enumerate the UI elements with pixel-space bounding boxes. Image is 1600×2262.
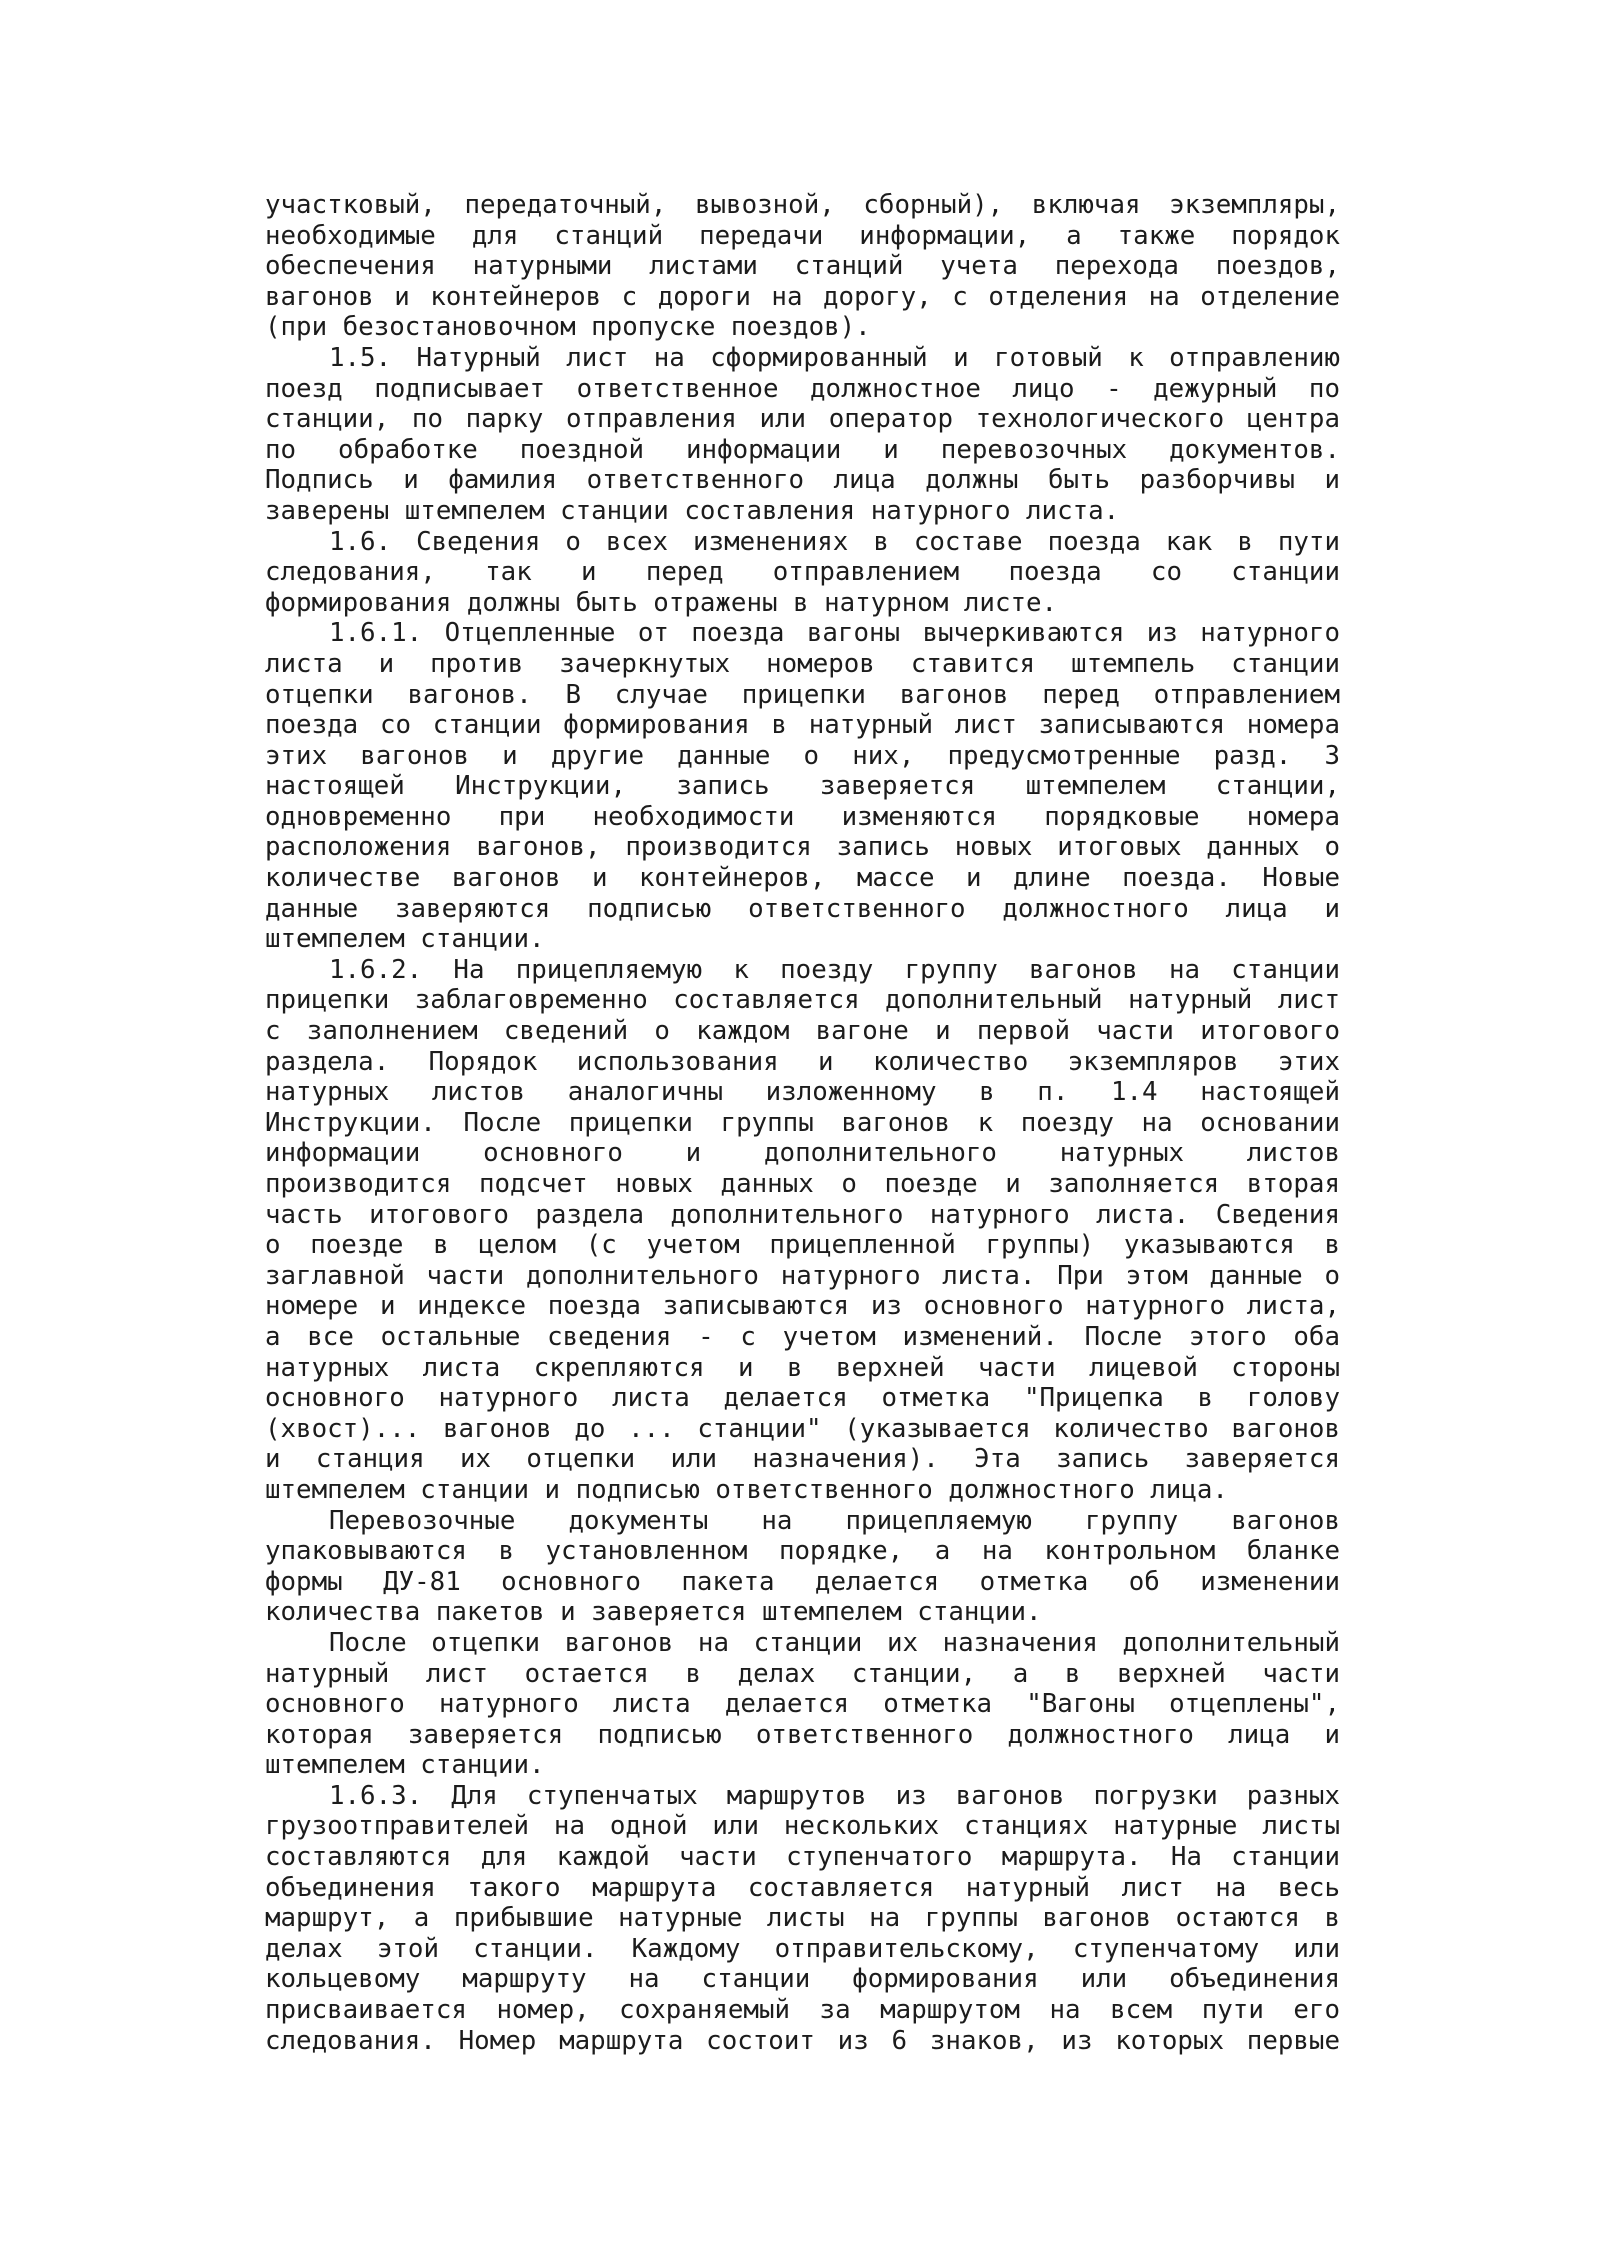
text-line: производится подсчет новых данных о поезде и заполняется вторая <box>265 1169 1340 1199</box>
text-line: о поезде в целом (с учетом прицепленной группы) указываются в <box>265 1230 1340 1261</box>
text-line: которая заверяется подписью ответственного должностного лица и <box>265 1719 1340 1750</box>
text-line: основного натурного листа делается отметка "Прицепка в голову <box>265 1383 1340 1414</box>
text-line: поезда со станции формирования в натурный лист записываются номера <box>265 710 1340 741</box>
text-line: штемпелем станции. <box>265 924 545 955</box>
text-line: настоящей Инструкции, запись заверяется штемпелем станции, <box>265 771 1340 802</box>
text-line: и станция их отцепки или назначения). Эта запись заверяется <box>265 1444 1340 1475</box>
text-line: листа и против зачеркнутых номеров ставится штемпель станции <box>265 648 1340 679</box>
text-line: следования. Номер маршрута состоит из 6 знаков, из которых первые <box>265 2025 1340 2056</box>
text-line: 1.6.1. Отцепленные от поезда вагоны вычеркиваются из натурного <box>329 618 1340 649</box>
paragraph-p-perevozochnye <box>265 1506 1340 1628</box>
text-line: одновременно при необходимости изменяются порядковые номера <box>265 801 1340 832</box>
paragraph-p-1-6-2 <box>265 955 1340 1506</box>
text-line: количества пакетов и заверяется штемпелем станции. <box>265 1597 1042 1628</box>
text-line: станции, по парку отправления или оператор технологического центра <box>265 404 1340 435</box>
text-line: грузоотправителей на одной или нескольких станциях натурные листы <box>265 1811 1340 1842</box>
text-line: вагонов и контейнеров с дороги на дорогу, с отделения на отделение <box>265 281 1340 312</box>
text-line: данные заверяются подписью ответственного должностного лица и <box>265 893 1340 924</box>
text-line: отцепки вагонов. В случае прицепки вагонов перед отправлением <box>265 679 1340 710</box>
text-line: номере и индексе поезда записываются из основного натурного листа, <box>265 1291 1340 1322</box>
text-line: штемпелем станции. <box>265 1750 545 1781</box>
text-line: этих вагонов и другие данные о них, предусмотренные разд. 3 <box>265 740 1340 771</box>
text-line: натурных листов аналогичны изложенному в п. 1.4 настоящей <box>265 1077 1340 1108</box>
text-line: (хвост)... вагонов до ... станции" (указывается количество вагонов <box>265 1413 1340 1444</box>
text-line: составляются для каждой части ступенчатого маршрута. На станции <box>265 1842 1340 1873</box>
text-line: формы ДУ-81 основного пакета делается отметка об изменении <box>265 1566 1340 1597</box>
text-line: количестве вагонов и контейнеров, массе и длине поезда. Новые <box>265 863 1340 894</box>
text-line: а все остальные сведения - с учетом изменений. После этого оба <box>265 1321 1340 1352</box>
text-line: 1.6.3. Для ступенчатых маршрутов из вагонов погрузки разных <box>329 1780 1340 1811</box>
text-line: кольцевому маршруту на станции формирования или объединения <box>265 1964 1340 1995</box>
text-line: присваивается номер, сохраняемый за маршрутом на всем пути его <box>265 1995 1340 2026</box>
text-line: (при безостановочном пропуске поездов). <box>265 312 871 343</box>
text-line: расположения вагонов, производится запись новых итоговых данных о <box>265 832 1340 863</box>
text-line: необходимые для станций передачи информации, а также порядок <box>265 220 1340 251</box>
paragraph-p-1-6 <box>265 527 1340 619</box>
text-line: информации основного и дополнительного натурных листов <box>265 1138 1340 1169</box>
text-line: Подпись и фамилия ответственного лица должны быть разборчивы и <box>265 465 1340 496</box>
text-line: Инструкции. После прицепки группы вагонов к поезду на основании <box>265 1107 1340 1138</box>
text-line: по обработке поездной информации и перевозочных документов. <box>265 434 1340 465</box>
text-line: заверены штемпелем станции составления натурного листа. <box>265 495 1120 526</box>
text-line: После отцепки вагонов на станции их назначения дополнительный <box>329 1627 1340 1658</box>
text-line: объединения такого маршрута составляется натурный лист на весь <box>265 1872 1340 1903</box>
paragraph-p-1-6-1 <box>265 618 1340 955</box>
text-line: делах этой станции. Каждому отправительскому, ступенчатому или <box>265 1933 1340 1964</box>
text-line: 1.6. Сведения о всех изменениях в составе поезда как в пути <box>329 526 1340 557</box>
text-line: следования, так и перед отправлением поезда со станции <box>265 557 1340 588</box>
text-line: заглавной части дополнительного натурного листа. При этом данные о <box>265 1260 1340 1291</box>
text-line: часть итогового раздела дополнительного натурного листа. Сведения <box>265 1199 1340 1230</box>
text-line: основного натурного листа делается отметка "Вагоны отцеплены", <box>265 1689 1340 1720</box>
text-line: поезд подписывает ответственное должностное лицо - дежурный по <box>265 373 1340 404</box>
text-line: штемпелем станции и подписью ответственного должностного лица. <box>265 1474 1228 1505</box>
document-body <box>265 190 1340 2056</box>
text-line: 1.5. Натурный лист на сформированный и готовый к отправлению <box>329 342 1340 373</box>
text-line: натурный лист остается в делах станции, а в верхней части <box>265 1658 1340 1689</box>
paragraph-p-posle-otcepki <box>265 1628 1340 1781</box>
text-line: упаковываются в установленном порядке, а на контрольном бланке <box>265 1536 1340 1567</box>
paragraph-p-1-5 <box>265 343 1340 527</box>
text-line: раздела. Порядок использования и количество экземпляров этих <box>265 1046 1340 1077</box>
text-line: маршрут, а прибывшие натурные листы на группы вагонов остаются в <box>265 1903 1340 1934</box>
text-line: обеспечения натурными листами станций учета перехода поездов, <box>265 251 1340 282</box>
paragraph-p-1-6-3 <box>265 1781 1340 2056</box>
text-line: с заполнением сведений о каждом вагоне и первой части итогового <box>265 1016 1340 1047</box>
text-line: прицепки заблаговременно составляется дополнительный натурный лист <box>265 985 1340 1016</box>
text-line: натурных листа скрепляются и в верхней части лицевой стороны <box>265 1352 1340 1383</box>
text-line: 1.6.2. На прицепляемую к поезду группу вагонов на станции <box>329 954 1340 985</box>
text-line: Перевозочные документы на прицепляемую группу вагонов <box>329 1505 1340 1536</box>
paragraph-p-intro-cont <box>265 190 1340 343</box>
text-line: формирования должны быть отражены в натурном листе. <box>265 587 1058 618</box>
text-line: участковый, передаточный, вывозной, сборный), включая экземпляры, <box>265 190 1340 220</box>
